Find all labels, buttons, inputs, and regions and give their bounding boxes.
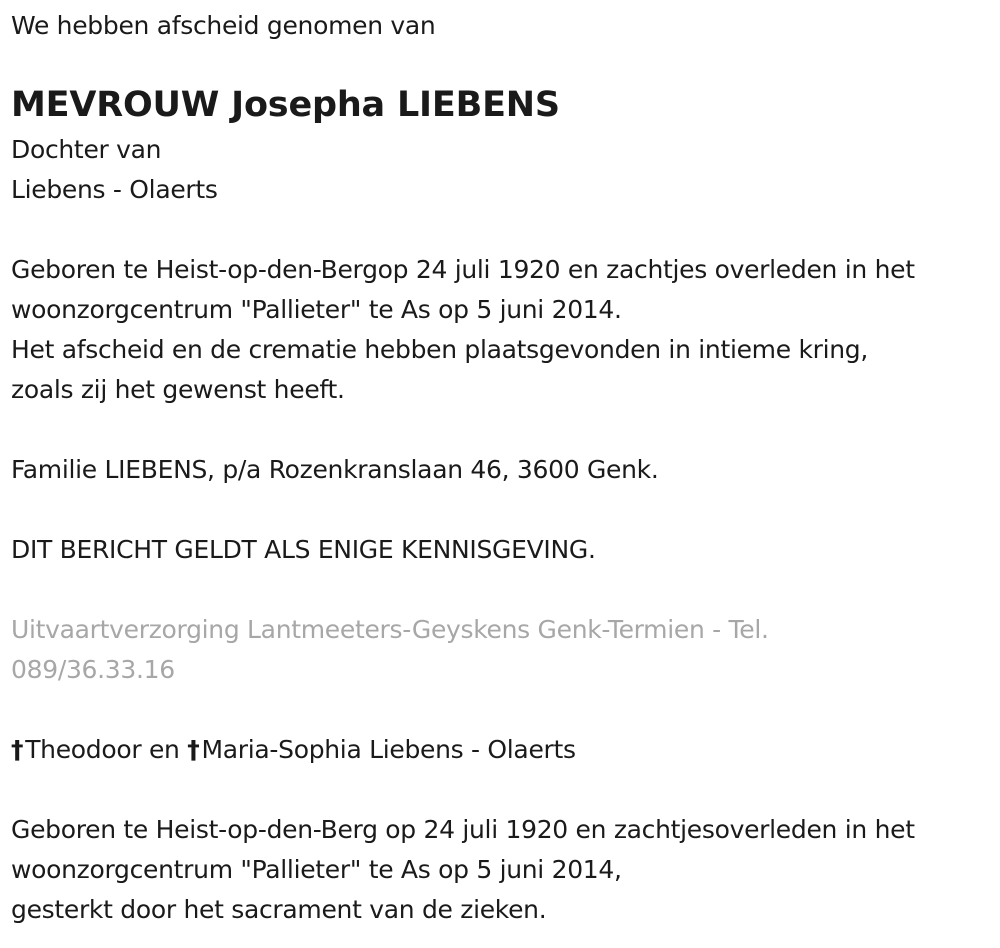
cross-icon: † xyxy=(11,735,24,764)
notice-text: DIT BERICHT GELDT ALS ENIGE KENNISGEVING. xyxy=(11,535,596,564)
spacer xyxy=(11,410,996,450)
father-name: Theodoor en xyxy=(25,735,180,764)
paragraph-line: Geboren te Heist-op-den-Bergop 24 juli 1920 en zachtjes overleden in het xyxy=(11,255,915,284)
family-address: Familie LIEBENS, p/a Rozenkranslaan 46, 3600 Genk. xyxy=(11,455,659,484)
paragraph-line: gesterkt door het sacrament van de zieken. xyxy=(11,895,547,924)
paragraph-birth-death-2 xyxy=(11,810,996,930)
paragraph-line: Het afscheid en de crematie hebben plaatsgevonden in intieme kring, xyxy=(11,335,869,364)
spacer xyxy=(11,690,996,730)
spacer xyxy=(11,570,996,610)
parents-names: Liebens - Olaerts xyxy=(11,175,218,204)
funeral-home-line: Uitvaartverzorging Lantmeeters-Geyskens Genk-Termien - Tel. xyxy=(11,615,769,644)
funeral-home-phone: 089/36.33.16 xyxy=(11,655,175,684)
spacer xyxy=(11,210,996,250)
paragraph-line: zoals zij het gewenst heeft. xyxy=(11,375,345,404)
intro-text: We hebben afscheid genomen van xyxy=(11,11,436,40)
paragraph-line: woonzorgcentrum "Pallieter" te As op 5 juni 2014. xyxy=(11,295,622,324)
obituary-document xyxy=(11,6,996,930)
paragraph-line: Geboren te Heist-op-den-Berg op 24 juli 1920 en zachtjesoverleden in het xyxy=(11,815,915,844)
mother-name: Maria-Sophia Liebens - Olaerts xyxy=(201,735,576,764)
spacer xyxy=(11,490,996,530)
spacer xyxy=(11,770,996,810)
parents-line xyxy=(11,730,996,770)
parents-intro: Dochter van xyxy=(11,135,162,164)
funeral-home-info xyxy=(11,610,996,690)
paragraph-line: woonzorgcentrum "Pallieter" te As op 5 juni 2014, xyxy=(11,855,622,884)
paragraph-birth-death xyxy=(11,250,996,410)
deceased-name: MEVROUW Josepha LIEBENS xyxy=(11,85,560,125)
cross-icon: † xyxy=(187,735,200,764)
